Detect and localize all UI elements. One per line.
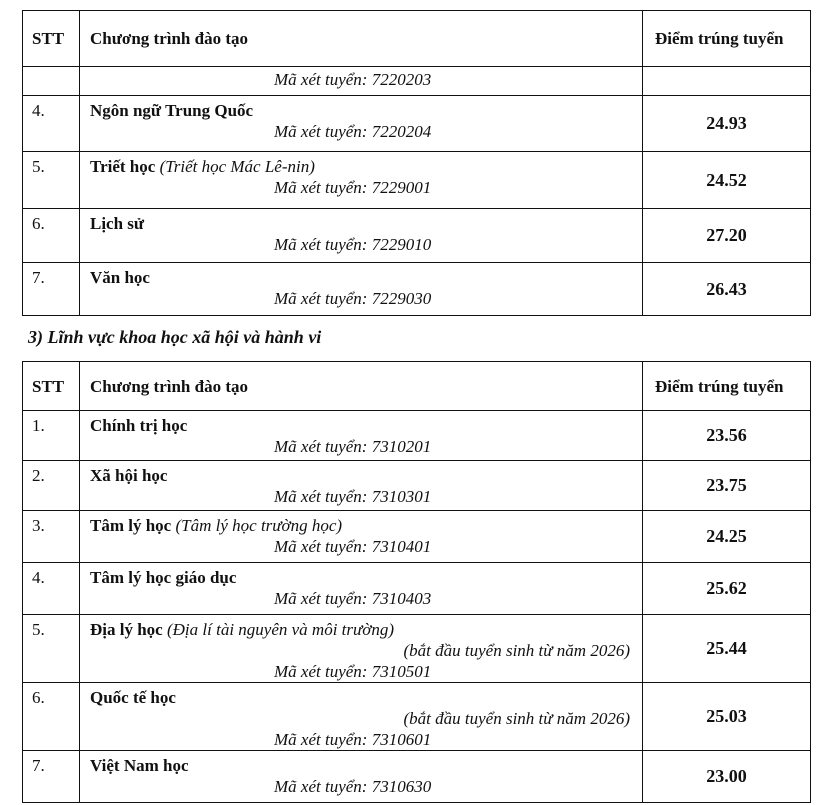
row-program [80, 152, 643, 209]
admission-table-social-sciences [22, 361, 811, 803]
row-program [80, 511, 643, 563]
program-name [90, 213, 634, 234]
program-name-text: Tâm lý học giáo dục [90, 568, 237, 587]
program-start-note: (bắt đầu tuyển sinh từ năm 2026) [403, 641, 630, 660]
header-program: Chương trình đào tạo [80, 11, 643, 67]
program-code: Mã xét tuyển: 7310201 [274, 437, 432, 456]
table-row [23, 96, 811, 152]
program-name-text: Địa lý học [90, 620, 163, 639]
program-code: Mã xét tuyển: 7310601 [274, 730, 432, 749]
row-stt: 7. [23, 751, 80, 803]
row-program [80, 683, 643, 751]
table-row-continued [23, 67, 811, 96]
program-name [90, 515, 634, 536]
row-program [80, 411, 643, 461]
table-row [23, 461, 811, 511]
table-row [23, 751, 811, 803]
row-stt: 7. [23, 263, 80, 316]
row-score: 26.43 [643, 263, 811, 316]
row-score: 24.25 [643, 511, 811, 563]
program-name-text: Triết học [90, 157, 156, 176]
program-code: Mã xét tuyển: 7220204 [274, 122, 432, 141]
row-program [80, 461, 643, 511]
table-row [23, 563, 811, 615]
program-name [90, 415, 634, 436]
table-row [23, 615, 811, 683]
row-stt: 1. [23, 411, 80, 461]
program-name [90, 755, 634, 776]
row-program [80, 751, 643, 803]
row-program [80, 263, 643, 316]
row-stt: 3. [23, 511, 80, 563]
row-stt: 5. [23, 615, 80, 683]
row-stt: 4. [23, 96, 80, 152]
program-code: Mã xét tuyển: 7229010 [274, 235, 432, 254]
program-note: (Triết học Mác Lê-nin) [159, 157, 315, 176]
program-name-text: Quốc tế học [90, 688, 176, 707]
program-name-text: Ngôn ngữ Trung Quốc [90, 101, 254, 120]
table-row [23, 209, 811, 263]
program-code: Mã xét tuyển: 7310501 [274, 662, 432, 681]
table-row [23, 263, 811, 316]
row-score: 23.75 [643, 461, 811, 511]
row-program [80, 563, 643, 615]
row-score: 24.52 [643, 152, 811, 209]
header-program: Chương trình đào tạo [80, 362, 643, 411]
row-score: 27.20 [643, 209, 811, 263]
row-score: 25.03 [643, 683, 811, 751]
row-score: 25.62 [643, 563, 811, 615]
row-score: 25.44 [643, 615, 811, 683]
row-stt: 6. [23, 209, 80, 263]
program-name-text: Việt Nam học [90, 756, 189, 775]
table-row [23, 152, 811, 209]
row-score [643, 67, 811, 96]
program-code: Mã xét tuyển: 7310630 [274, 777, 432, 796]
program-name-text: Lịch sử [90, 214, 145, 233]
program-name [90, 465, 634, 486]
section-title: 3) Lĩnh vực khoa học xã hội và hành vi [28, 327, 322, 347]
row-code: Mã xét tuyển: 7220203 [274, 70, 432, 89]
program-note: (Tâm lý học trường học) [175, 516, 343, 535]
row-score: 24.93 [643, 96, 811, 152]
row-program [80, 96, 643, 152]
header-score: Điểm trúng tuyển [643, 362, 811, 411]
header-score: Điểm trúng tuyển [643, 11, 811, 67]
program-start-note: (bắt đầu tuyển sinh từ năm 2026) [403, 709, 630, 728]
program-code: Mã xét tuyển: 7229001 [274, 178, 432, 197]
row-stt: 6. [23, 683, 80, 751]
program-code: Mã xét tuyển: 7229030 [274, 289, 432, 308]
program-code: Mã xét tuyển: 7310301 [274, 487, 432, 506]
program-name [90, 567, 634, 588]
row-stt: 5. [23, 152, 80, 209]
header-stt: STT [23, 11, 80, 67]
row-score: 23.56 [643, 411, 811, 461]
table-row [23, 683, 811, 751]
table-header-row [23, 11, 811, 67]
program-code: Mã xét tuyển: 7310403 [274, 589, 432, 608]
row-score: 23.00 [643, 751, 811, 803]
program-name-text: Tâm lý học [90, 516, 172, 535]
row-stt [23, 67, 80, 96]
admission-table-humanities [22, 10, 811, 316]
program-name-text: Xã hội học [90, 466, 168, 485]
program-note: (Địa lí tài nguyên và môi trường) [166, 620, 395, 639]
header-stt: STT [23, 362, 80, 411]
program-name-text: Chính trị học [90, 416, 188, 435]
table-row [23, 411, 811, 461]
row-program [80, 615, 643, 683]
program-name-text: Văn học [90, 268, 150, 287]
program-name [90, 100, 634, 121]
program-name [90, 156, 634, 177]
row-program [80, 209, 643, 263]
program-name [90, 619, 634, 640]
row-stt: 2. [23, 461, 80, 511]
program-name [90, 267, 634, 288]
program-code: Mã xét tuyển: 7310401 [274, 537, 432, 556]
table-header-row [23, 362, 811, 411]
program-name [90, 687, 634, 708]
table-row [23, 511, 811, 563]
row-stt: 4. [23, 563, 80, 615]
